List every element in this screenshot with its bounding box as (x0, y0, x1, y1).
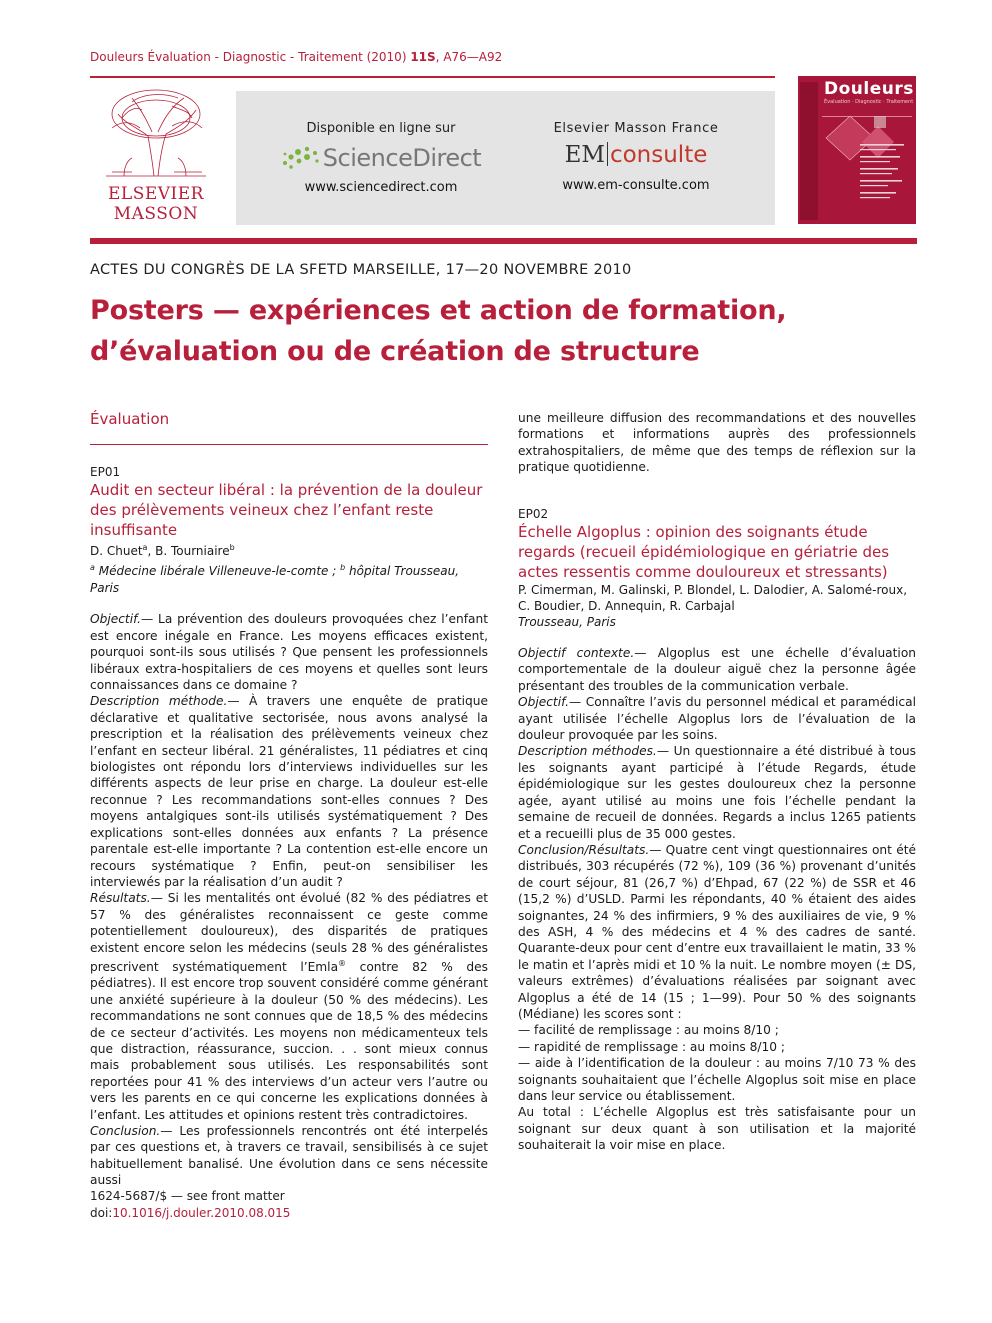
paragraph-text: — Un questionnaire a été distribué à tous les soignants ayant participé à l’étude Regards, étude épidémiologique sur les gestes douloureux chez la personne agée, ayant utilisé au moins une fois l’échelle pendant la semaine de recueil de données. Regards a inclus 1265 patients et a recueilli plus de 35 000 gestes. (518, 744, 916, 841)
affil-marker: b (340, 563, 346, 573)
abstract-authors (90, 540, 488, 559)
abstract-title: Audit en secteur libéral : la prévention de la douleur des prélèvements veineux chez l’enfant reste insuffisante (90, 481, 483, 540)
paragraph-resultats (90, 890, 488, 1123)
issn-line: 1624-5687/$ — see front matter (90, 1189, 285, 1203)
right-column (518, 410, 916, 1154)
paragraph-text: — Si les mentalités ont évolué (82 % des pédiatres et 57 % des généralistes reconnaissent ce geste comme potentiellement douloureux), des disparités de pratiques existent encore selon les médecins (seuls 28 % des généralistes prescrivent systématiquement l’Emla (90, 891, 488, 974)
page-footer (90, 1188, 290, 1222)
paragraph-conclusion (90, 1123, 488, 1189)
sciencedirect-logo (276, 140, 486, 176)
cover-subtitle: Évaluation · Diagnostic · Traitement (824, 99, 914, 105)
paragraph-text: — Connaître l’avis du personnel médical et paramédical ayant utilisée l’échelle Algoplus lors de l’évaluation de la douleur provoquée par les soins. (518, 695, 916, 743)
page-title (90, 290, 920, 372)
em-consulte-block (536, 121, 736, 193)
abstract-affiliations: Trousseau, Paris (518, 615, 616, 630)
lead-label: Description méthode. (90, 694, 228, 709)
abstract-code: EP02 (518, 506, 549, 521)
author-name: D. Chuet (90, 544, 143, 559)
paragraph-contexte (518, 645, 916, 694)
online-availability-panel (236, 91, 775, 225)
affil-text: hôpital Trousseau, Paris (90, 564, 460, 596)
journal-name: Douleurs Évaluation - Diagnostic - Traitement (2010) (90, 50, 407, 64)
cover-title: Douleurs (824, 79, 914, 99)
paragraph-total: Au total : L’échelle Algoplus est très satisfaisante pour un soignant sur deux quant à son utilisation et la majorité souhaiterait la voir mise en place. (518, 1105, 916, 1153)
ep01-continuation: une meilleure diffusion des recommandations et des nouvelles formations et informations auprès des professionnels extrahospitaliers, de même que des temps de réflexion sur la pratique quotidienne. (518, 411, 916, 475)
doi-line (90, 1205, 290, 1222)
sciencedirect-name: ScienceDirect (322, 144, 482, 172)
elsevier-masson-logo (92, 88, 220, 228)
paragraph-text: — Les professionnels rencontrés ont été interpelés par ces questions et, à travers ce travail, sensibilisés à ce sujet habituellement banalisé. Une évolution dans ce sens nécessite aussi (90, 1124, 488, 1188)
lead-label: Objectif. (90, 612, 142, 627)
sciencedirect-block (276, 121, 486, 195)
abstract-affiliations (90, 559, 488, 597)
author-affil-sup: a (142, 543, 148, 553)
lead-label: Objectif contexte. (518, 646, 635, 661)
registered-mark: ® (338, 958, 347, 968)
em-consulte-url[interactable]: www.em-consulte.com (562, 178, 710, 193)
doi-link[interactable]: 10.1016/j.douler.2010.08.015 (112, 1206, 291, 1220)
congress-line: ACTES DU CONGRÈS DE LA SFETD MARSEILLE, 17—20 NOVEMBRE 2010 (90, 262, 632, 278)
journal-cover (798, 76, 916, 224)
paragraph-methodes (518, 743, 916, 841)
author-separator: , (147, 544, 156, 559)
paragraph-methode (90, 693, 488, 890)
sciencedirect-dots-icon (281, 145, 323, 171)
author-affil-sup: b (229, 543, 235, 553)
paragraph-text: — À travers une enquête de pratique déclarative et qualitative sectorisée, nous avons analysé la prescription et la réalisation des prélèvements veineux chez l’enfant en secteur libéral. 21 généralistes, 11 pédiatres et cinq biologistes ont répondu lors d’interviews individuelles sur les différents aspects de leur prise en charge. La douleur est-elle reconnue ? Les recommandations sont-elles connues ? Des moyens antalgiques sont-ils utilisés systématiquement ? Des explications sont-elles données aux enfants ? La présence parentale est-elle importante ? La contention est-elle encore un recours systématique ? Enfin, peut-on sensibiliser les interviewés par la réalisation d’un audit ? (90, 694, 488, 889)
header-thick-rule (90, 238, 917, 244)
journal-pages: A76—A92 (443, 50, 503, 64)
em-consulte-logo (536, 142, 736, 174)
paragraph-objectif (518, 694, 916, 743)
lead-label: Conclusion. (90, 1124, 161, 1139)
publisher-bottom: MASSON (113, 204, 199, 224)
journal-citation (90, 50, 502, 64)
abstract-authors: P. Cimerman, M. Galinski, P. Blondel, L. Dalodier, A. Salomé-roux, C. Boudier, D. Annequin, R. Carbajal (518, 583, 908, 614)
paragraph-text: — Algoplus est une échelle d’évaluation comportementale de la douleur aiguë chez la personne âgée présentant des troubles de la communication verbale. (518, 646, 917, 693)
affil-text: Médecine libérale Villeneuve-le-comte ; (94, 564, 341, 579)
em-publisher-label: Elsevier Masson France (553, 121, 719, 136)
journal-comma: , (435, 50, 444, 64)
lead-label: Description méthodes. (518, 744, 657, 759)
header-rule (90, 76, 775, 78)
abstract-code: EP01 (90, 465, 121, 479)
em-logo-em: EM (564, 142, 605, 168)
sd-available-label: Disponible en ligne sur (306, 121, 456, 136)
paragraph-conclusion (518, 842, 916, 1022)
doi-prefix: doi: (90, 1206, 113, 1220)
list-item: — rapidité de remplissage : au moins 8/10 ; (518, 1039, 785, 1054)
author-name: B. Tourniaire (155, 544, 230, 559)
page-title-line-2: d’évaluation ou de création de structure (90, 336, 700, 367)
list-item: — aide à l’identification de la douleur : au moins 7/10 73 % des soignants souhaitaient que l’échelle Algoplus soit mise en place dans leur service ou établissement. (518, 1056, 916, 1103)
sciencedirect-url[interactable]: www.sciencedirect.com (304, 180, 458, 195)
journal-volume: 11S (410, 50, 436, 64)
abstract-ep02 (518, 506, 916, 1154)
page-title-line-1: Posters — expériences et action de formation, (90, 295, 787, 326)
section-rule (90, 444, 488, 445)
em-logo-separator (607, 142, 608, 166)
abstract-title: Échelle Algoplus : opinion des soignants étude regards (recueil épidémiologique en gériatrie des actes ressentis comme douloureux et stressants) (518, 523, 890, 582)
elsevier-tree-icon (102, 88, 210, 180)
lead-label: Résultats. (90, 891, 151, 906)
paragraph-text: — La prévention des douleurs provoquées chez l’enfant est encore inégale en France. Les moyens efficaces existent, pourquoi sont-ils sous utilisés ? Que pensent les professionnels libéraux extra-hospitaliers de ces moyens et quelles sont leurs connaissances dans ce domaine ? (90, 612, 488, 693)
paragraph-objectif (90, 611, 488, 693)
lead-label: Conclusion/Résultats. (518, 842, 650, 857)
publisher-top: ELSEVIER (108, 184, 204, 204)
section-heading: Évaluation (90, 410, 170, 428)
abstract-ep01 (90, 464, 488, 1189)
affil-marker: a (90, 563, 95, 573)
paragraph-text: contre 82 % des pédiatres). Il est encore trop souvent considéré comme générant une anxiété supérieure à la douleur (50 % des médecins). Les recommandations ne sont connues que de 18,5 % des médecins de ce secteur d’activités. Les moyens non médicamenteux tels que distraction, réassurance, succion. . . sont mieux connus mais probablement sous utilisés. Les responsabilités sont reportées pour 41 % des interviews d’un acteur vers l’autre ou vers les parents en ce qui concerne les explications données à l’enfant. Les attitudes et opinions restent très contradictoires. (90, 960, 488, 1122)
paragraph-text: — Quatre cent vingt questionnaires ont été distribués, 303 récupérés (72 %), 109 (36 %) provenant d’unités de court séjour, 81 (26,7 %) d’Ehpad, 67 (22 %) de SSR et 46 (15,2 %) d’USLD. Parmi les répondants, 40 % étaient des aides soignantes, 24 % des infirmiers, 9 % des auxiliaires de vie, 9 % des ASH, 4 % des médecins et 4 % des cadres de santé. Quarante-deux pour cent d’entre eux travaillaient le matin, 33 % le matin et l’après midi et 10 % la nuit. Le nombre moyen (± DS, valeurs extrêmes) d’évaluations réalisées par soignant avec Algoplus a été de 14 (15 ; 1—99). Pour 50 % des soignants (Médiane) les scores sont : (518, 842, 916, 1021)
lead-label: Objectif. (518, 695, 570, 710)
list-item: — facilité de remplissage : au moins 8/10 ; (518, 1023, 779, 1038)
em-logo-consulte: consulte (609, 142, 708, 168)
